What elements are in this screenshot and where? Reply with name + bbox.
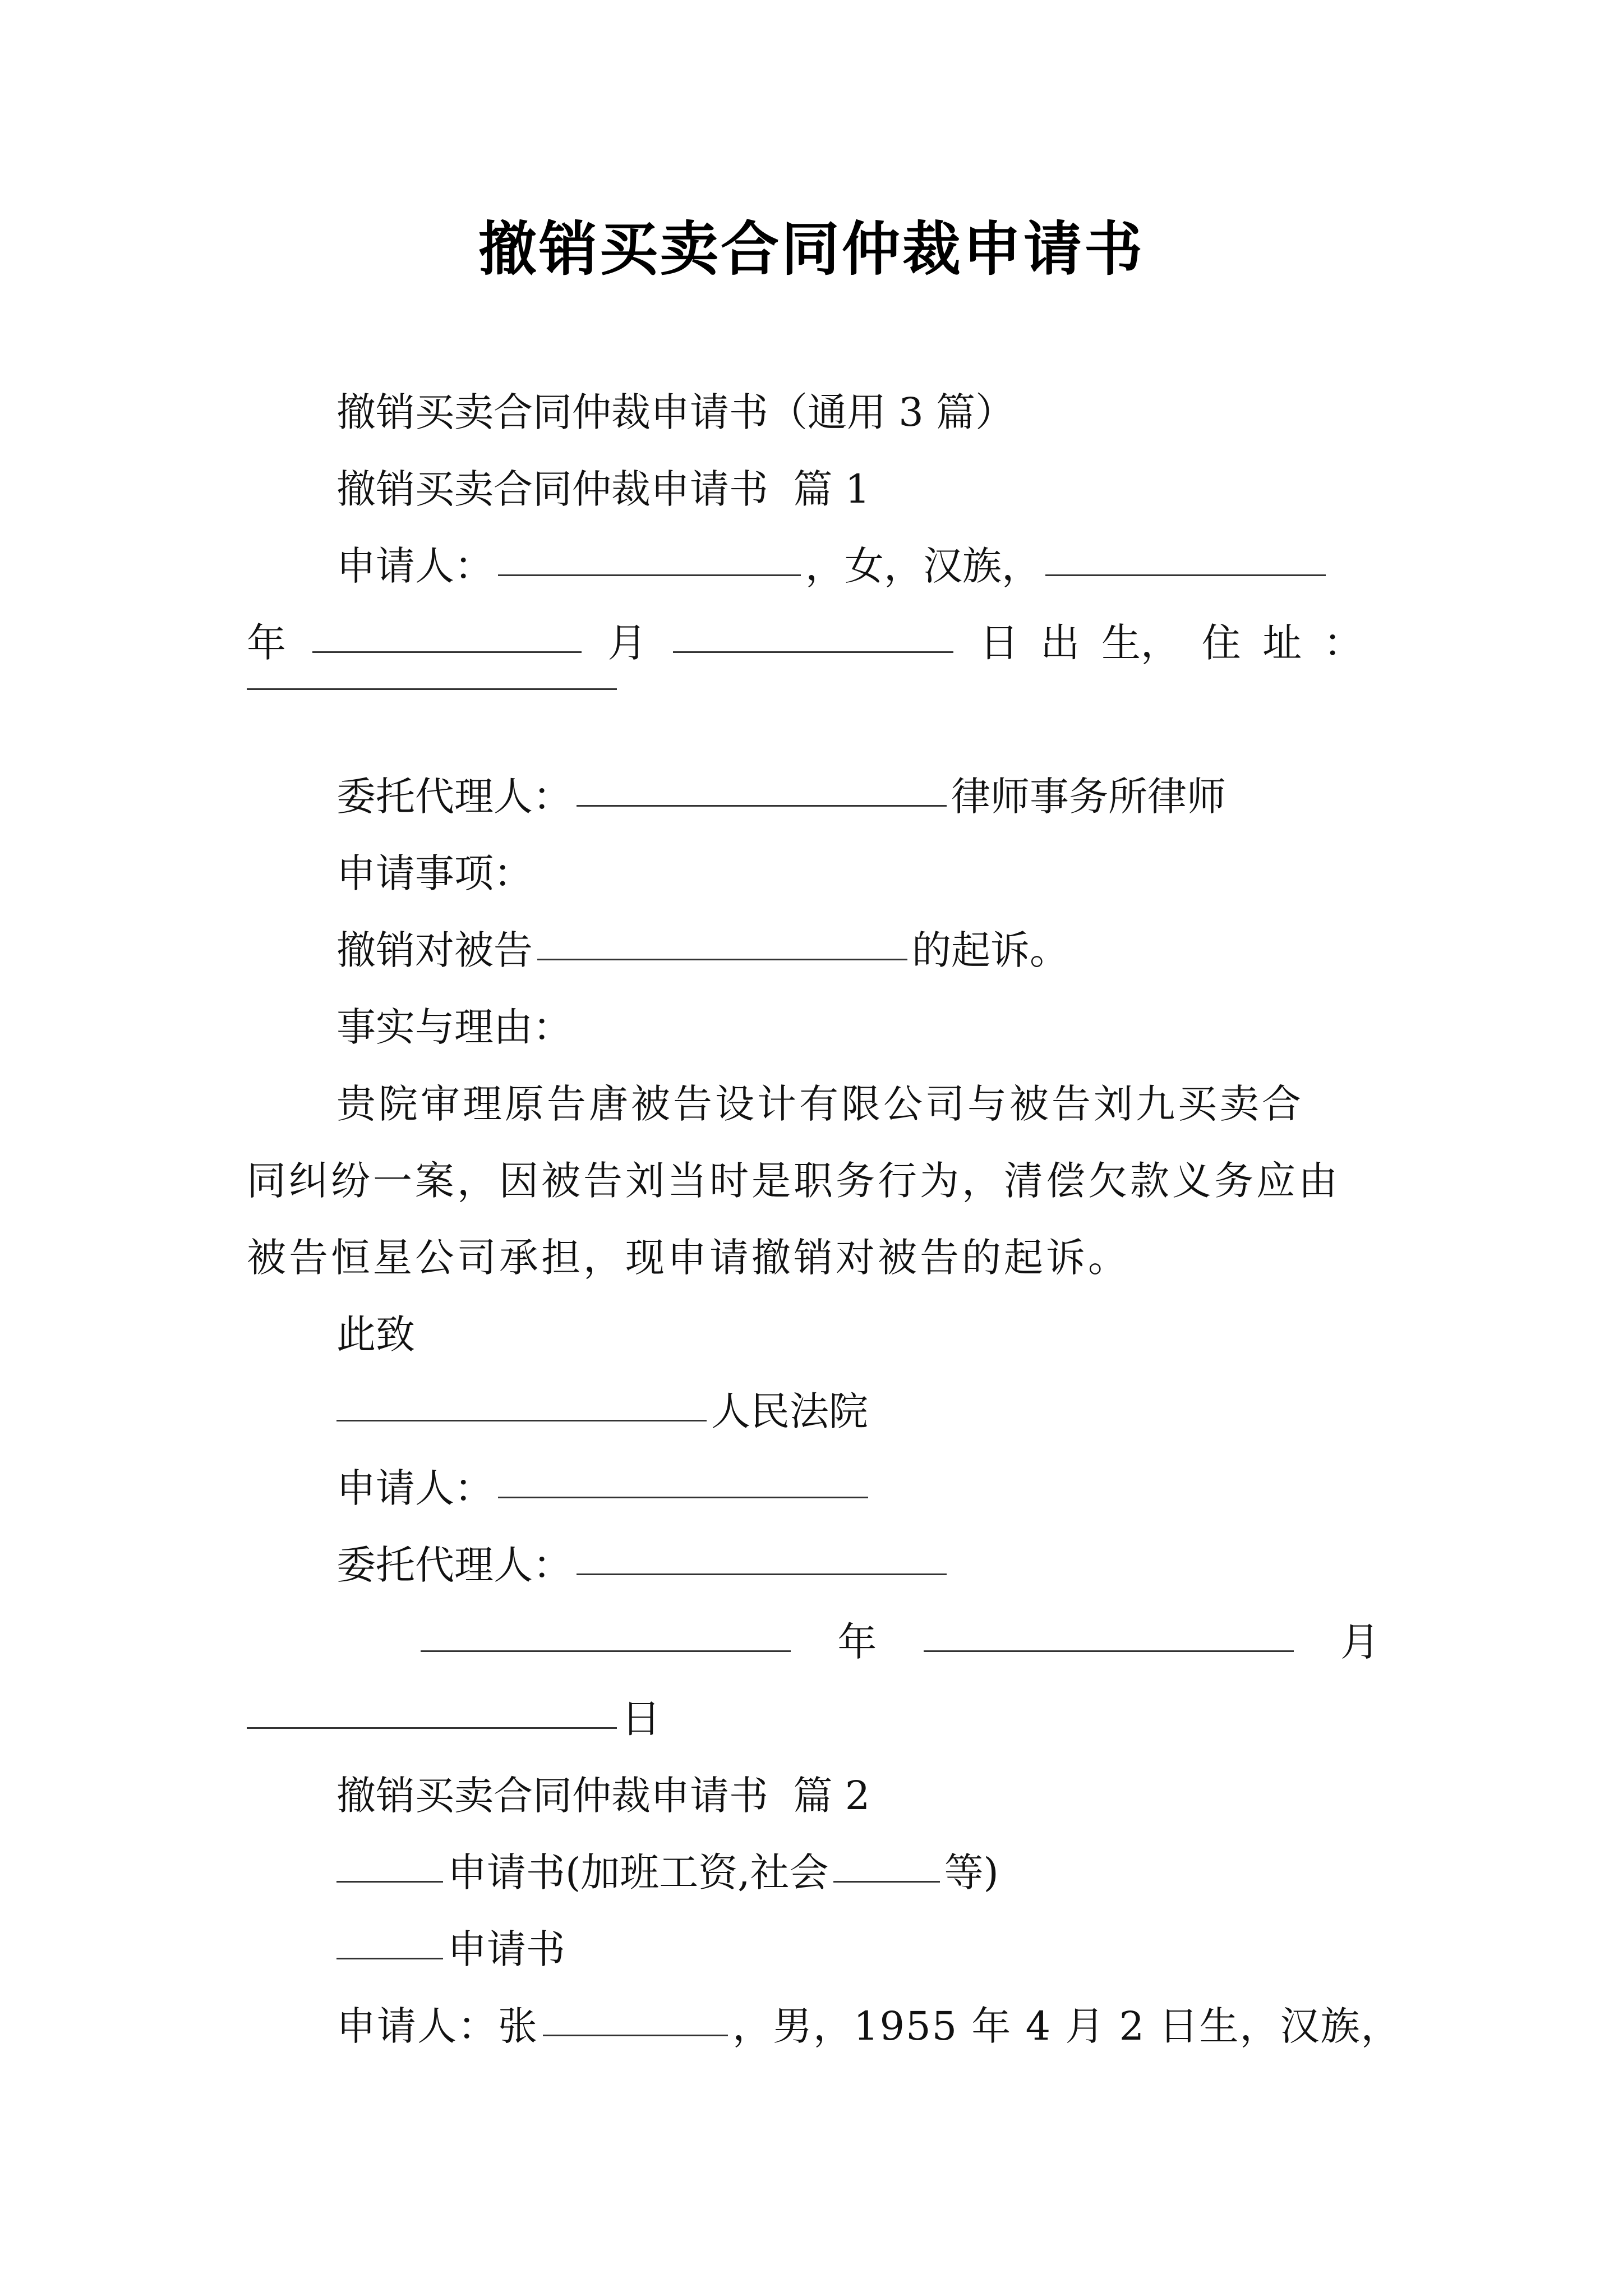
matters-line: 撤销对被告 的起诉。 bbox=[336, 927, 1069, 973]
facts-line-1: 贵院审理原告唐被告设计有限公司与被告刘九买卖合 bbox=[336, 1081, 1304, 1127]
date-line: 年 月 bbox=[421, 1614, 1380, 1670]
applicant-name-blank[interactable] bbox=[498, 574, 801, 576]
applicant-line: 申请人： ，女，汉族， bbox=[336, 538, 1330, 594]
matters-label: 申请事项： bbox=[336, 850, 533, 896]
salutation: 此致 bbox=[336, 1312, 415, 1358]
sign-applicant-blank[interactable] bbox=[498, 1497, 868, 1498]
document-title: 撤销买卖合同仲裁申请书 bbox=[478, 215, 1145, 283]
piece2-type2-blank[interactable] bbox=[336, 1958, 443, 1959]
date-year-blank[interactable] bbox=[421, 1650, 791, 1652]
piece1-heading: 撤销买卖合同仲裁申请书 篇 1 bbox=[336, 466, 870, 512]
date-day-line: 日 bbox=[247, 1691, 661, 1747]
court-blank[interactable] bbox=[336, 1420, 707, 1421]
birth-month-blank[interactable] bbox=[312, 651, 582, 653]
defendant-blank[interactable] bbox=[537, 959, 907, 960]
sign-agent-blank[interactable] bbox=[577, 1573, 947, 1575]
facts-line-2: 同纠纷一案，因被告刘当时是职务行为，清偿欠款义务应由 bbox=[247, 1158, 1340, 1204]
address-blank[interactable] bbox=[247, 688, 617, 690]
piece2-applicant-blank[interactable] bbox=[543, 2035, 728, 2036]
birth-address-line: 年 月 日 出 生， 住 址 ： bbox=[247, 620, 1363, 666]
piece2-applicant-line: 申请人：张 ，男，1955 年 4 月 2 日生，汉族， bbox=[336, 2003, 1401, 2049]
agent-line: 委托代理人： 律师事务所律师 bbox=[336, 774, 1226, 820]
sign-agent-line: 委托代理人： bbox=[336, 1537, 951, 1593]
piece2-heading: 撤销买卖合同仲裁申请书 篇 2 bbox=[336, 1773, 870, 1819]
address-line bbox=[247, 692, 621, 693]
subtitle: 撤销买卖合同仲裁申请书（通用 3 篇） bbox=[336, 389, 1015, 435]
piece2-insurance-blank[interactable] bbox=[833, 1881, 940, 1883]
date-day-blank[interactable] bbox=[247, 1727, 617, 1729]
piece2-line1: 申请书(加班工资,社会 等) bbox=[336, 1844, 999, 1901]
court-line: 人民法院 bbox=[336, 1383, 868, 1439]
date-month-blank[interactable] bbox=[924, 1650, 1294, 1652]
piece2-type-blank[interactable] bbox=[336, 1881, 443, 1883]
piece2-line2: 申请书 bbox=[336, 1921, 565, 1977]
facts-line-3: 被告恒星公司承担，现申请撤销对被告的起诉。 bbox=[247, 1235, 1130, 1281]
birth-day-blank[interactable] bbox=[673, 651, 953, 653]
agent-firm-blank[interactable] bbox=[577, 805, 947, 807]
facts-label: 事实与理由： bbox=[336, 1004, 572, 1050]
sign-applicant-line: 申请人： bbox=[336, 1460, 873, 1516]
birth-year-blank[interactable] bbox=[1045, 574, 1326, 576]
